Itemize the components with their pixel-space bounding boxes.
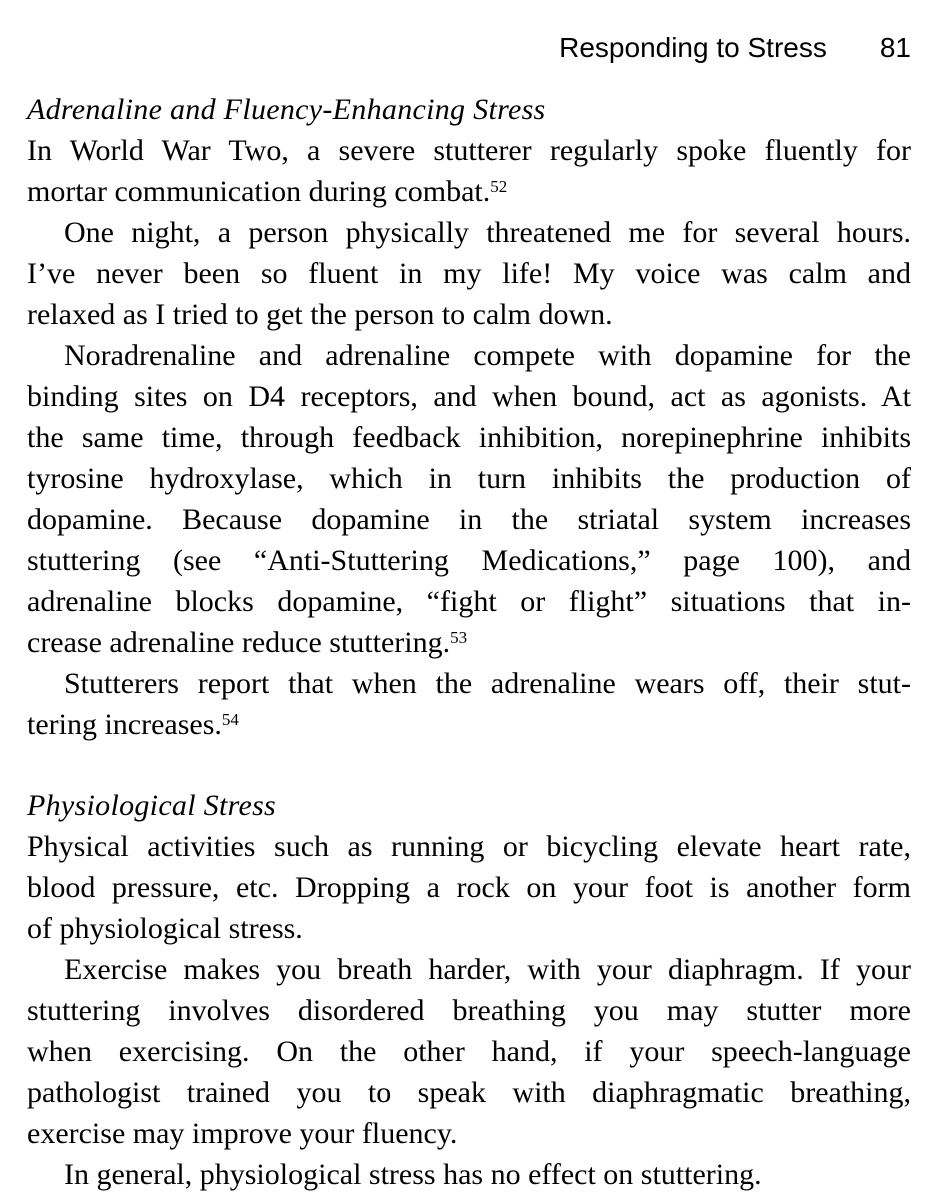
footnote-ref: 52: [490, 176, 508, 196]
text-line: stuttering (see “Anti-Stuttering Medications,” page 100), and: [27, 544, 911, 577]
page-number: 81: [879, 32, 911, 63]
text-line: tyrosine hydroxylase, which in turn inhibits the production of: [27, 462, 911, 495]
text-line: tering increases.$^{54}$: [27, 708, 239, 741]
section-heading: Physiological Stress: [27, 789, 277, 822]
text-line: adrenaline blocks dopamine, “fight or flight” situations that in-: [27, 585, 911, 618]
text-line: stuttering involves disordered breathing you may stutter more: [27, 994, 911, 1027]
paragraph: [27, 663, 911, 745]
text-line: Stutterers report that when the adrenaline wears off, their stut-: [64, 667, 911, 700]
text-line: of physiological stress.: [27, 912, 303, 945]
text-line: when exercising. On the other hand, if your speech-language: [27, 1035, 911, 1068]
text-line: mortar communication during combat.$^{52}$: [27, 175, 508, 208]
text-line: crease adrenaline reduce stuttering.$^{53}$: [27, 626, 468, 659]
text-line: blood pressure, etc. Dropping a rock on your foot is another form: [27, 871, 911, 904]
section-heading: Adrenaline and Fluency-Enhancing Stress: [27, 93, 546, 126]
footnote-ref: 54: [221, 709, 239, 729]
text-line: Physical activities such as running or bicycling elevate heart rate,: [27, 830, 911, 863]
running-header: [27, 0, 911, 63]
footnote-ref: 53: [450, 627, 468, 647]
text-line: I’ve never been so fluent in my life! My voice was calm and: [27, 257, 911, 290]
text-line: Exercise makes you breath harder, with your diaphragm. If your: [64, 953, 911, 986]
text-line: Noradrenaline and adrenaline compete with dopamine for the: [64, 339, 911, 372]
paragraph: [27, 1154, 911, 1195]
paragraph: [27, 335, 911, 663]
text-line: One night, a person physically threatened me for several hours.: [64, 216, 911, 249]
section: [27, 785, 911, 1195]
text-line: exercise may improve your fluency.: [27, 1117, 458, 1150]
paragraph: [27, 212, 911, 335]
text-line: pathologist trained you to speak with diaphragmatic breathing,: [27, 1076, 911, 1109]
paragraph: [27, 130, 911, 212]
section: [27, 89, 911, 745]
text-line: dopamine. Because dopamine in the striatal system increases: [27, 503, 911, 536]
text-line: binding sites on D4 receptors, and when bound, act as agonists. At: [27, 380, 911, 413]
page-content: [27, 0, 911, 1195]
text-line: In general, physiological stress has no effect on stuttering.: [64, 1158, 762, 1191]
running-header-title: Responding to Stress: [559, 32, 827, 63]
text-line: In World War Two, a severe stutterer regularly spoke fluently for: [27, 134, 911, 167]
page-body: [27, 89, 911, 1195]
paragraph: [27, 949, 911, 1154]
paragraph: [27, 826, 911, 949]
text-line: the same time, through feedback inhibition, norepinephrine inhibits: [27, 421, 911, 454]
text-line: relaxed as I tried to get the person to calm down.: [27, 298, 613, 331]
